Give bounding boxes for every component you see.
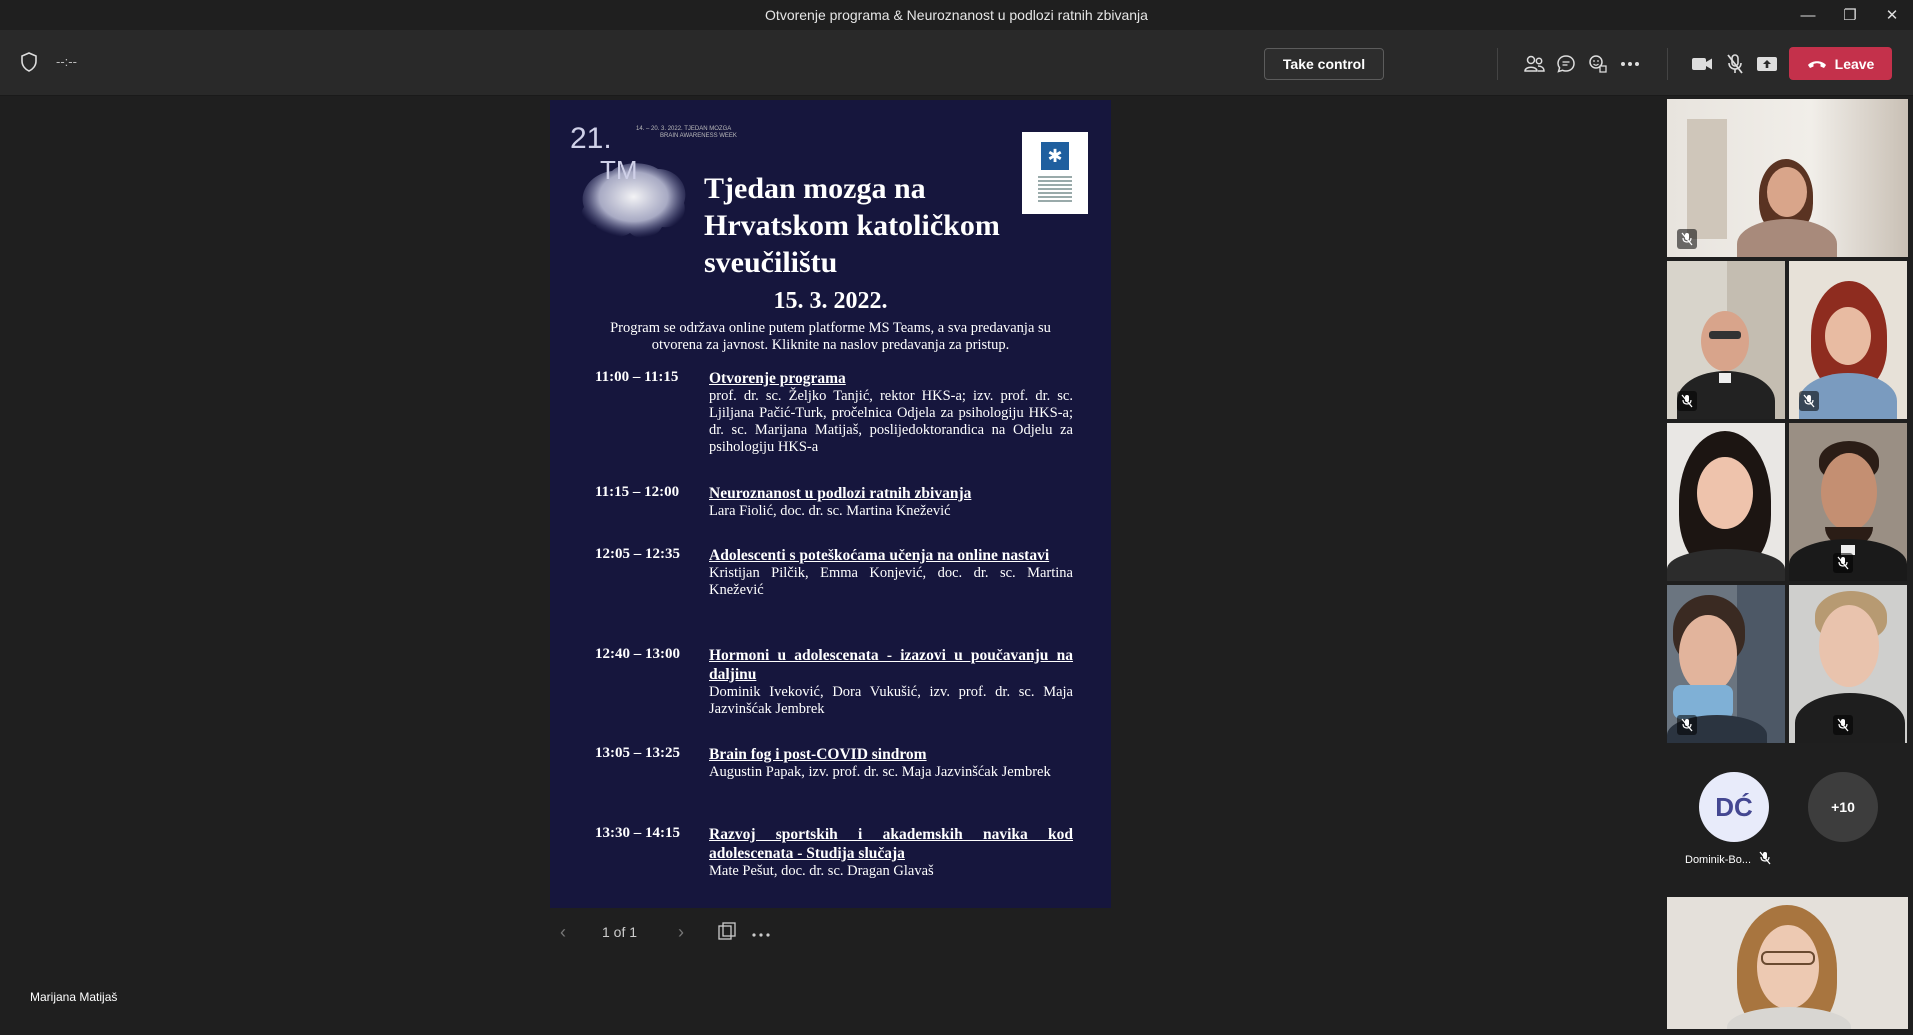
slide-pager <box>560 917 776 947</box>
close-icon[interactable]: ✕ <box>1885 7 1899 24</box>
edition-abbreviation: TM <box>600 155 638 185</box>
previous-page-icon[interactable]: ‹ <box>560 921 566 942</box>
leave-button[interactable] <box>1789 47 1892 80</box>
meeting-timer: --:-- <box>56 54 77 69</box>
session-title-link[interactable]: Razvoj sportskih i akademskih navika kod adolescenata - Studija slučaja <box>709 826 1073 862</box>
reactions-icon[interactable] <box>1586 52 1610 76</box>
window-title: Otvorenje programa & Neuroznanost u podlozi ratnih zbivanja <box>765 7 1148 23</box>
page-indicator: 1 of 1 <box>602 924 638 940</box>
microphone-muted-icon <box>1759 851 1771 868</box>
week-dates-line: 14. – 20. 3. 2022. TJEDAN MOZGA <box>636 126 732 132</box>
session-speakers: Mate Pešut, doc. dr. sc. Dragan Glavaš <box>709 863 934 879</box>
session-title-link[interactable]: Otvorenje programa <box>709 370 846 387</box>
restore-icon[interactable]: ❐ <box>1843 7 1857 24</box>
window-controls <box>1787 0 1913 30</box>
participant-video-tile[interactable] <box>1789 423 1907 581</box>
participant-video-tile[interactable] <box>1789 585 1907 743</box>
toolbar-divider <box>1497 48 1498 80</box>
microphone-muted-icon <box>1677 229 1697 249</box>
session-title-link[interactable]: Hormoni u adolescenata - izazovi u poučavanju na daljinu <box>709 647 1073 683</box>
share-screen-icon[interactable] <box>1755 52 1779 76</box>
participant-name-label: Dominik-Bo... <box>1685 853 1752 866</box>
headline-line: Hrvatskom katoličkom <box>704 209 1000 242</box>
microphone-muted-icon <box>1677 391 1697 411</box>
minimize-icon[interactable]: — <box>1800 6 1816 24</box>
participant-avatar[interactable]: DĆ <box>1699 772 1769 842</box>
event-date: 15. 3. 2022. <box>773 288 888 314</box>
session-speakers: Lara Fiolić, doc. dr. sc. Martina Knežević <box>709 503 951 519</box>
session-speakers: prof. dr. sc. Željko Tanjić, rektor HKS-a; izv. prof. dr. sc. Ljiljana Pačić-Turk, pročelnica Odjela za psihologiju HKS-a; dr. sc. Marijana Matijaš, poslijedoktorandica na Odjelu za psihologiju HKS-a <box>709 388 1073 455</box>
microphone-muted-icon[interactable] <box>1723 52 1747 76</box>
participant-name <box>1685 851 1771 868</box>
presenter-name: Marijana Matijaš <box>30 990 118 1004</box>
star-emblem-icon: ✱ <box>1041 142 1069 170</box>
session-title-link[interactable]: Brain fog i post-COVID sindrom <box>709 746 927 763</box>
microphone-muted-icon <box>1677 715 1697 735</box>
session-title-link[interactable]: Neuroznanost u podlozi ratnih zbivanja <box>709 485 972 502</box>
headline-line: sveučilištu <box>704 246 838 279</box>
camera-icon[interactable] <box>1690 52 1714 76</box>
meeting-toolbar <box>0 30 1913 96</box>
shield-icon[interactable] <box>20 52 38 77</box>
window-titlebar <box>0 0 1913 30</box>
more-options-icon[interactable] <box>1618 52 1642 76</box>
event-intro: Program se održava online putem platforme MS Teams, a sva predavanja su otvorena za javnost. Kliknite na naslov predavanja za pristup. <box>610 320 1051 353</box>
poster-headline <box>704 170 1024 281</box>
shared-presentation-slide <box>550 100 1111 908</box>
self-video-tile[interactable] <box>1667 897 1908 1029</box>
take-control-button[interactable]: Take control <box>1264 48 1384 80</box>
microphone-muted-icon <box>1833 553 1853 573</box>
microphone-muted-icon <box>1799 391 1819 411</box>
session-time: 12:40 – 13:00 <box>595 646 680 662</box>
page-view-icon[interactable] <box>718 922 742 943</box>
week-dates-caption <box>636 126 737 140</box>
participant-gallery <box>1665 97 1913 1035</box>
hang-up-icon <box>1807 56 1827 72</box>
university-logo <box>1022 132 1088 214</box>
edition-number: 21. <box>570 122 612 155</box>
people-icon[interactable] <box>1522 52 1546 76</box>
participant-video-tile[interactable] <box>1667 423 1785 581</box>
shared-content-stage <box>0 97 1660 1035</box>
session-speakers: Dominik Iveković, Dora Vukušić, izv. prof. dr. sc. Maja Jazvinšćak Jembrek <box>709 684 1073 717</box>
session-time: 13:30 – 14:15 <box>595 825 680 841</box>
session-speakers: Augustin Papak, izv. prof. dr. sc. Maja Jazvinšćak Jembrek <box>709 764 1051 780</box>
participant-video-tile[interactable] <box>1789 261 1907 419</box>
session-speakers: Kristijan Pilčik, Emma Konjević, doc. dr. sc. Martina Knežević <box>709 565 1073 598</box>
session-time: 13:05 – 13:25 <box>595 745 680 761</box>
session-time: 12:05 – 12:35 <box>595 546 680 562</box>
more-participants-button[interactable]: +10 <box>1808 772 1878 842</box>
microphone-muted-icon <box>1833 715 1853 735</box>
next-page-icon[interactable]: › <box>678 921 684 942</box>
chat-icon[interactable] <box>1554 52 1578 76</box>
session-time: 11:15 – 12:00 <box>595 484 680 500</box>
logo-text-lines <box>1038 176 1072 204</box>
pager-more-icon[interactable] <box>752 924 776 940</box>
headline-line: Tjedan mozga na <box>704 172 926 205</box>
session-time: 11:00 – 11:15 <box>595 369 679 385</box>
session-title-link[interactable]: Adolescenti s poteškoćama učenja na online nastavi <box>709 547 1050 564</box>
participant-video-tile[interactable] <box>1667 261 1785 419</box>
week-english-line: BRAIN AWARENESS WEEK <box>660 133 737 139</box>
leave-label: Leave <box>1834 55 1875 72</box>
participant-video-tile[interactable] <box>1667 99 1908 257</box>
participant-video-tile[interactable] <box>1667 585 1785 743</box>
toolbar-divider <box>1667 48 1668 80</box>
